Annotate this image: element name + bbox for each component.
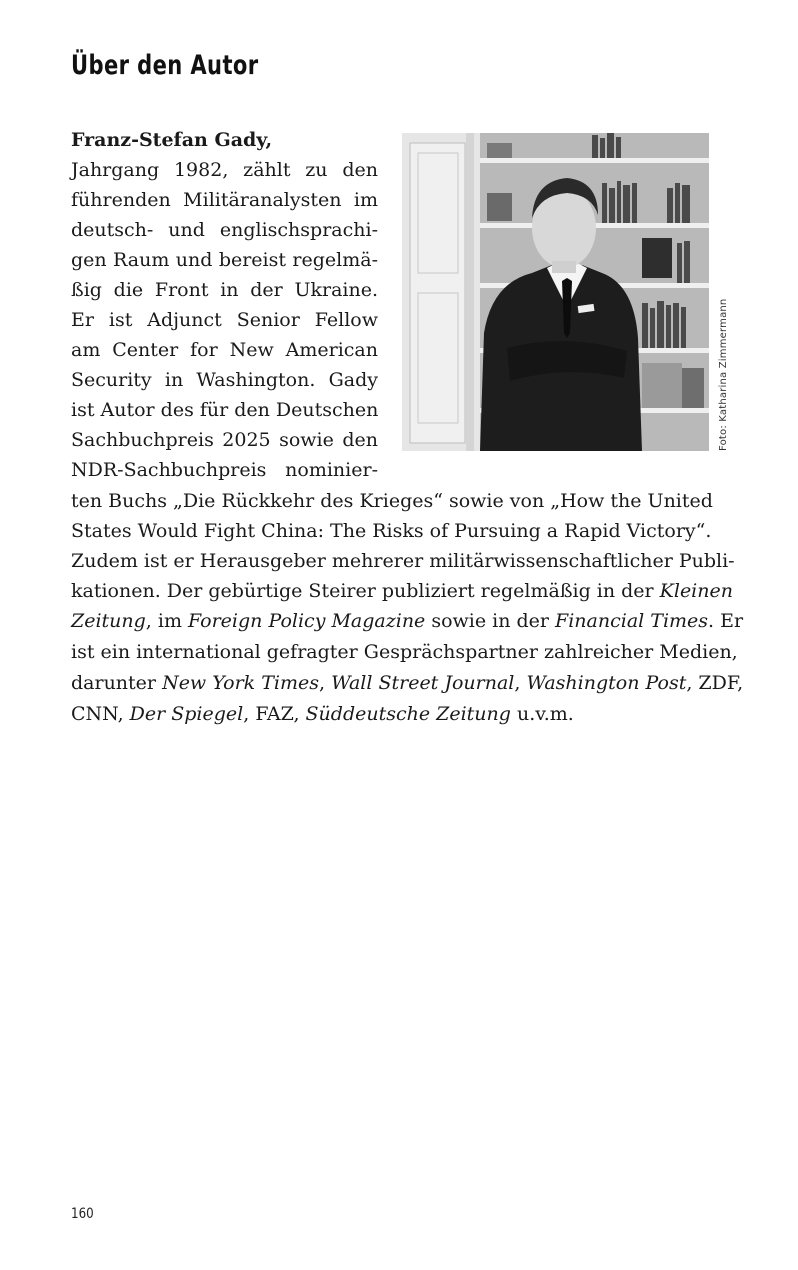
text-run: u.v.m.	[510, 703, 574, 725]
publication-name: Foreign Policy Magazine	[188, 610, 426, 632]
author-portrait-image	[402, 133, 709, 451]
bio-line: Zudem ist er Herausgeber mehrerer militärwissenschaftlicher Publi-	[71, 550, 735, 572]
bio-line: ist Autor des für den Deutschen	[71, 399, 379, 421]
text-run: . Er	[708, 610, 744, 632]
publication-name: Kleinen	[659, 580, 733, 602]
bio-line: am Center for New American	[71, 339, 378, 361]
bio-line: Er ist Adjunct Senior Fellow	[71, 309, 378, 331]
text-run: CNN,	[71, 703, 130, 725]
author-name: Franz-Stefan Gady,	[71, 129, 273, 151]
text-run: , im	[145, 610, 189, 632]
bio-line	[71, 668, 744, 698]
text-run: , ZDF,	[686, 672, 744, 694]
bio-line: Security in Washington. Gady	[71, 369, 378, 391]
bio-line: ßig die Front in der Ukraine.	[71, 279, 378, 301]
bio-line	[71, 606, 744, 636]
publication-name: Washington Post	[526, 672, 687, 694]
bio-line: gen Raum und bereist regelmä-	[71, 249, 378, 271]
publication-name: Wall Street Journal	[331, 672, 515, 694]
bio-line: ist ein international gefragter Gesprächspartner zahlreicher Medien,	[71, 641, 738, 663]
bio-line	[71, 699, 709, 729]
author-photo	[402, 133, 709, 451]
page-number: 160	[71, 1206, 94, 1222]
photo-credit: Foto: Katharina Zimmermann	[718, 298, 729, 451]
publication-name: Zeitung	[71, 610, 146, 632]
publication-name: Der Spiegel	[129, 703, 244, 725]
publication-name: New York Times	[162, 672, 319, 694]
text-run: kationen. Der gebürtige Steirer publiziert regelmäßig in der	[71, 580, 660, 602]
bio-line	[71, 576, 733, 606]
bio-line: Jahrgang 1982, zählt zu den	[71, 159, 378, 181]
bio-line: NDR-Sachbuchpreis nominier-	[71, 459, 378, 481]
text-run: ,	[318, 672, 332, 694]
publication-name: Financial Times	[555, 610, 709, 632]
bio-line: ten Buchs „Die Rückkehr des Krieges“ sowie von „How the United	[71, 490, 713, 512]
publication-name: Süddeutsche Zeitung	[305, 703, 511, 725]
bio-line: führenden Militäranalysten im	[71, 189, 378, 211]
text-run: darunter	[71, 672, 163, 694]
bio-line: States Would Fight China: The Risks of Pursuing a Rapid Victory“.	[71, 520, 712, 542]
text-run: , FAZ,	[243, 703, 306, 725]
text-run: sowie in der	[425, 610, 556, 632]
bio-line: Sachbuchpreis 2025 sowie den	[71, 429, 378, 451]
bio-line: deutsch- und englischsprachi-	[71, 219, 378, 241]
page-title: Über den Autor	[71, 50, 259, 81]
text-run: ,	[514, 672, 527, 694]
